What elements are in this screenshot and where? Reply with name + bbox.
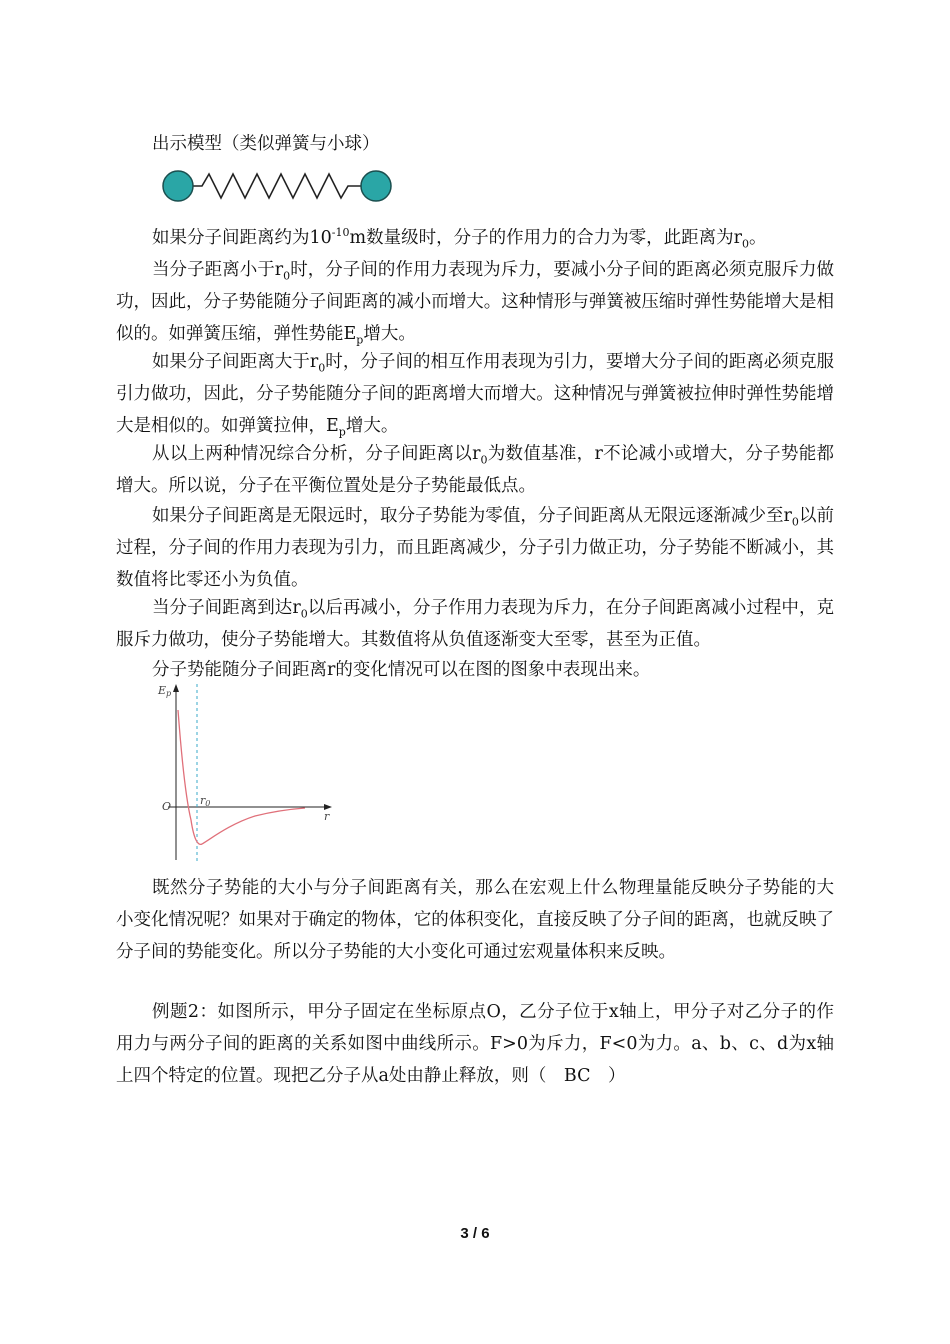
paragraph-4: 从以上两种情况综合分析，分子间距离以$r_0$为数值基准，r不论减小或增大，分子势能都增大。所以说，分子在平衡位置处是分子势能最低点。 (116, 444, 834, 496)
paragraph-5: 如果分子间距离是无限远时，取分子势能为零值，分子间距离从无限远逐渐减少至$r_0$以前过程，分子间的作用力表现为引力，而且距离减少，分子引力做正功，分子势能不断减小，其数值将比零还小为负值。 (116, 506, 834, 590)
paragraph-2: 当分子距离小于$r_0$时，分子间的作用力表现为斥力，要减小分子间的距离必须克服斥力做功，因此，分子势能随分子间距离的减小而增大。这种情形与弹簧被压缩时弹性势能增大是相似的。如弹簧压缩，弹性势能$E_p$增大。 (116, 260, 834, 347)
spring-ball-model-illustration (160, 166, 394, 206)
paragraph-7: 分子势能随分子间距离r的变化情况可以在图的图象中表现出来。 (152, 660, 651, 680)
paragraph-3: 如果分子间距离大于$r_0$时，分子间的相互作用表现为引力，要增大分子间的距离必须克服引力做功，因此，分子势能随分子间的距离增大而增大。这种情况与弹簧被拉伸时弹性势能增大是相似的。如弹簧拉伸，$E_p$增大。 (116, 352, 834, 439)
potential-energy-graph (150, 680, 340, 865)
model-caption: 出示模型（类似弹簧与小球） (152, 134, 380, 154)
y-axis-arrow (173, 684, 179, 692)
y-axis-label: Ep (158, 684, 172, 698)
right-ball (361, 171, 391, 201)
r0-label: r0 (200, 794, 211, 808)
page-number: 3 / 6 (460, 1225, 490, 1242)
paragraph-8: 既然分子势能的大小与分子间距离有关，那么在宏观上什么物理量能反映分子势能的大小变化情况呢？如果对于确定的物体，它的体积变化，直接反映了分子间的距离，也就反映了分子间的势能变化。所以分子势能的大小变化可通过宏观量体积来反映。 (116, 878, 834, 962)
x-axis-label: r (324, 810, 330, 823)
origin-label: O (162, 800, 172, 813)
paragraph-6: 当分子间距离到达$r_0$以后再减小，分子作用力表现为斥力，在分子间距离减小过程中，克服斥力做功，使分子势能增大。其数值将从负值逐渐变大至零，甚至为正值。 (116, 598, 834, 650)
paragraph-1: 如果分子间距离约为$10^{-10}m$数量级时，分子的作用力的合力为零，此距离为$r_0$。 (152, 226, 767, 251)
spring (192, 174, 362, 198)
left-ball (163, 171, 193, 201)
paragraph-9-example: 例题2：如图所示，甲分子固定在坐标原点O，乙分子位于x轴上，甲分子对乙分子的作用力与两分子间的距离的关系如图中曲线所示。F>0为斥力，F<0为力。a、b、c、d为x轴上四个特定的位置。现把乙分子从a处由静止释放，则（ BC ） (116, 1002, 834, 1086)
